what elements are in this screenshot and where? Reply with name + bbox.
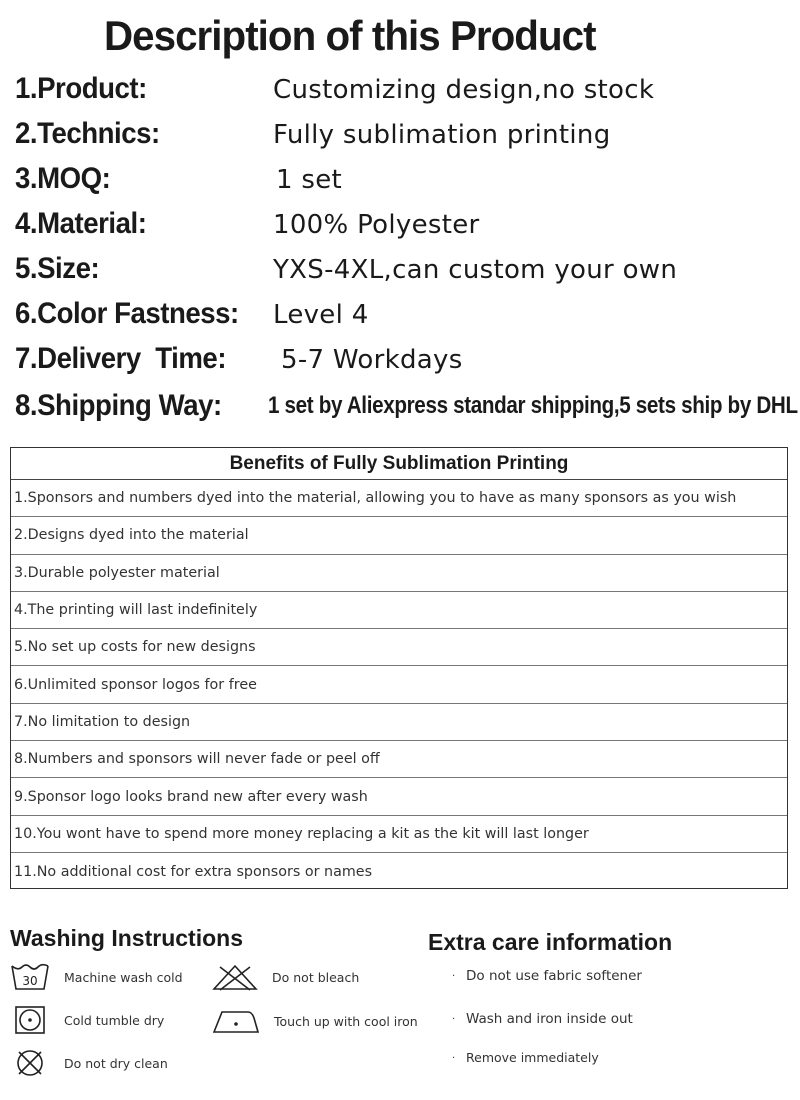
- table-row: 9.Sponsor logo looks brand new after every wash: [11, 778, 787, 815]
- table-row: 11.No additional cost for extra sponsors or names: [14, 863, 373, 880]
- no-bleach-icon: [212, 963, 258, 991]
- table-row: 4.The printing will last indefinitely: [11, 592, 787, 629]
- benefits-header: Benefits of Fully Sublimation Printing: [11, 448, 787, 480]
- spec-label: 2.Technics:: [15, 117, 160, 150]
- wash-30-icon: [10, 962, 50, 992]
- care-text: Do not use fabric softener: [466, 968, 642, 984]
- spec-row-delivery-time: [0, 342, 800, 382]
- spec-row-technics: [0, 117, 800, 157]
- list-item: [452, 1011, 633, 1027]
- spec-value: 1 set: [276, 165, 343, 195]
- spec-row-size: [0, 252, 800, 292]
- spec-row-product: [0, 72, 800, 112]
- wash-item-cool-iron: [212, 1008, 418, 1034]
- bullet: ·: [452, 1053, 456, 1064]
- spec-value: 5-7 Workdays: [281, 345, 463, 375]
- cool-iron-icon: [212, 1008, 260, 1034]
- spec-value: 100% Polyester: [273, 210, 480, 240]
- spec-value: YXS-4XL,can custom your own: [273, 255, 678, 285]
- spec-label: 7.Delivery Time:: [15, 342, 227, 375]
- wash-item-no-bleach: [212, 963, 359, 991]
- spec-value: Level 4: [273, 300, 369, 330]
- spec-value: Customizing design,no stock: [273, 75, 655, 105]
- no-dry-clean-icon: [14, 1048, 46, 1078]
- wash-temperature: 30: [22, 974, 38, 988]
- list-item: [452, 968, 642, 984]
- wash-item-no-dry-clean: [14, 1048, 168, 1078]
- spec-label: 6.Color Fastness:: [15, 297, 239, 330]
- list-item: [452, 1050, 599, 1065]
- table-row: 1.Sponsors and numbers dyed into the material, allowing you to have as many sponsors as you wish: [11, 480, 787, 517]
- wash-text: Machine wash cold: [64, 969, 183, 985]
- tumble-dry-icon: [14, 1005, 46, 1035]
- care-text: Wash and iron inside out: [466, 1011, 633, 1027]
- care-title: Extra care information: [428, 929, 673, 955]
- table-row: 5.No set up costs for new designs: [11, 629, 787, 666]
- table-row: 2.Designs dyed into the material: [11, 517, 787, 554]
- benefits-table: [10, 447, 788, 889]
- bullet: ·: [452, 1013, 456, 1025]
- spec-value: Fully sublimation printing: [273, 120, 611, 150]
- spec-label: 5.Size:: [15, 252, 100, 285]
- bullet: ·: [452, 970, 456, 982]
- spec-label: 1.Product:: [15, 72, 147, 105]
- page-title: Description of this Product: [104, 12, 596, 59]
- washing-title: Washing Instructions: [10, 925, 243, 951]
- care-text: Remove immediately: [466, 1050, 599, 1065]
- table-row: 10.You wont have to spend more money replacing a kit as the kit will last longer: [11, 816, 787, 853]
- wash-text: Do not bleach: [272, 969, 360, 985]
- table-row: 3.Durable polyester material: [11, 555, 787, 592]
- spec-row-shipping-way: [0, 389, 800, 429]
- spec-row-material: [0, 207, 800, 247]
- table-row: 7.No limitation to design: [11, 704, 787, 741]
- spec-label: 4.Material:: [15, 207, 147, 240]
- wash-text: Touch up with cool iron: [274, 1013, 418, 1029]
- table-row: 8.Numbers and sponsors will never fade or peel off: [11, 741, 787, 778]
- table-row: 6.Unlimited sponsor logos for free: [11, 666, 787, 703]
- spec-row-moq: [0, 162, 800, 202]
- wash-text: Do not dry clean: [64, 1055, 168, 1071]
- wash-item-machine-wash: [10, 962, 183, 992]
- wash-item-tumble-dry: [14, 1005, 164, 1035]
- wash-text: Cold tumble dry: [64, 1012, 165, 1028]
- spec-row-color-fastness: [0, 297, 800, 337]
- spec-label: 8.Shipping Way:: [15, 389, 222, 422]
- spec-value: 1 set by Aliexpress standar shipping,5 sets ship by DHL: [268, 392, 798, 419]
- spec-label: 3.MOQ:: [15, 162, 111, 195]
